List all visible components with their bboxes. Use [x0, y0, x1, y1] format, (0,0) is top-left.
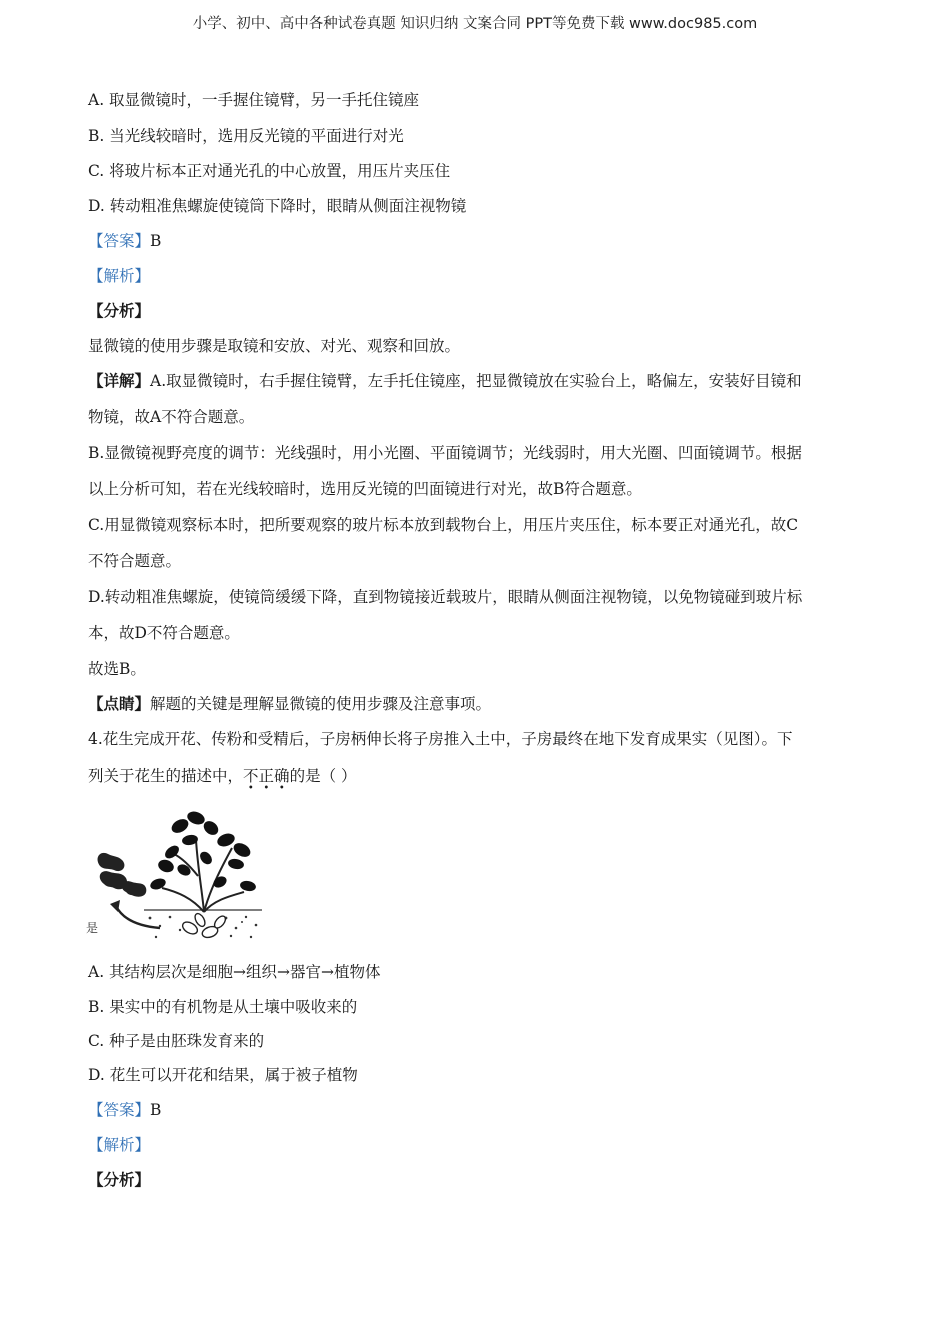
q3-option-a: A. 取显微镜时，一手握住镜臂，另一手托住镜座: [88, 91, 420, 109]
answer-tag: 【答案】: [88, 232, 151, 250]
analysis-tag: 【解析】: [88, 267, 151, 285]
q3-option-b: B. 当光线较暗时，选用反光镜的平面进行对光: [88, 127, 404, 145]
answer-value: B: [150, 1101, 162, 1119]
peanut-plant-illustration: [86, 800, 266, 946]
q4-option-c: C. 种子是由胚珠发育来的: [88, 1032, 265, 1050]
answer-tag: 【答案】: [88, 1101, 151, 1119]
detail-b-line1: B.显微镜视野亮度的调节：光线强时，用小光圈、平面镜调节；光线弱时，用大光圈、凹面镜调节。根据: [88, 444, 802, 462]
point-text: 解题的关键是理解显微镜的使用步骤及注意事项。: [150, 695, 492, 713]
point-tag: 【点睛】: [88, 694, 151, 713]
detail-b-line2: 以上分析可知，若在光线较暗时，选用反光镜的凹面镜进行对光，故B符合题意。: [88, 480, 642, 498]
detail-tag: 【详解】: [88, 371, 151, 390]
detail-c-line2: 不符合题意。: [88, 552, 182, 570]
detail-a-line1: [88, 371, 878, 391]
q3-option-c: C. 将玻片标本正对通光孔的中心放置，用压片夹压住: [88, 162, 451, 180]
q4-stem-post: 的是（ ）: [289, 767, 357, 785]
analysis-tag: 【解析】: [88, 1136, 151, 1154]
fenxi-tag: 【分析】: [88, 301, 151, 320]
conclusion: 故选B。: [88, 660, 146, 678]
detail-c-line1: C.用显微镜观察标本时，把所要观察的玻片标本放到载物台上，用压片夹压住，标本要正对通光孔，故C: [88, 516, 799, 534]
detail-a-line2: 物镜，故A不符合题意。: [88, 408, 255, 426]
q3-answer-line: [88, 231, 878, 251]
fenxi-text: 显微镜的使用步骤是取镜和安放、对光、观察和回放。: [88, 337, 461, 355]
emphasis-char: 确 •: [274, 767, 290, 794]
page-header: 小学、初中、高中各种试卷真题 知识归纳 文案合同 PPT等免费下载 www.doc985.com: [192, 16, 758, 32]
detail-d-line1: D.转动粗准焦螺旋，使镜筒缓缓下降，直到物镜接近载玻片，眼睛从侧面注视物镜，以免物镜碰到玻片标: [88, 588, 803, 606]
q4-option-d: D. 花生可以开花和结果，属于被子植物: [88, 1066, 358, 1084]
q4-answer-line: [88, 1100, 878, 1120]
fenxi-tag: 【分析】: [88, 1170, 151, 1189]
emphasis-char: 不 •: [243, 767, 259, 794]
answer-value: B: [150, 232, 162, 250]
svg-text:是: 是: [86, 921, 99, 935]
detail-a-text: A.取显微镜时，右手握住镜臂，左手托住镜座，把显微镜放在实验台上，略偏左，安装好目镜和: [150, 372, 802, 390]
point-line: [88, 694, 878, 714]
q4-stem-line2: [88, 766, 878, 794]
q4-option-b: B. 果实中的有机物是从土壤中吸收来的: [88, 998, 358, 1016]
detail-d-line2: 本，故D不符合题意。: [88, 624, 240, 642]
q3-option-d: D. 转动粗准焦螺旋使镜筒下降时，眼睛从侧面注视物镜: [88, 197, 467, 215]
q4-stem-pre: 列关于花生的描述中，: [88, 767, 244, 785]
emphasis-char: 正 •: [258, 767, 275, 794]
q4-option-a: A. 其结构层次是细胞→组织→器官→植物体: [88, 963, 381, 981]
q4-stem-line1: 4.花生完成开花、传粉和受精后，子房柄伸长将子房推入土中，子房最终在地下发育成果实（见图）。下: [88, 730, 793, 748]
